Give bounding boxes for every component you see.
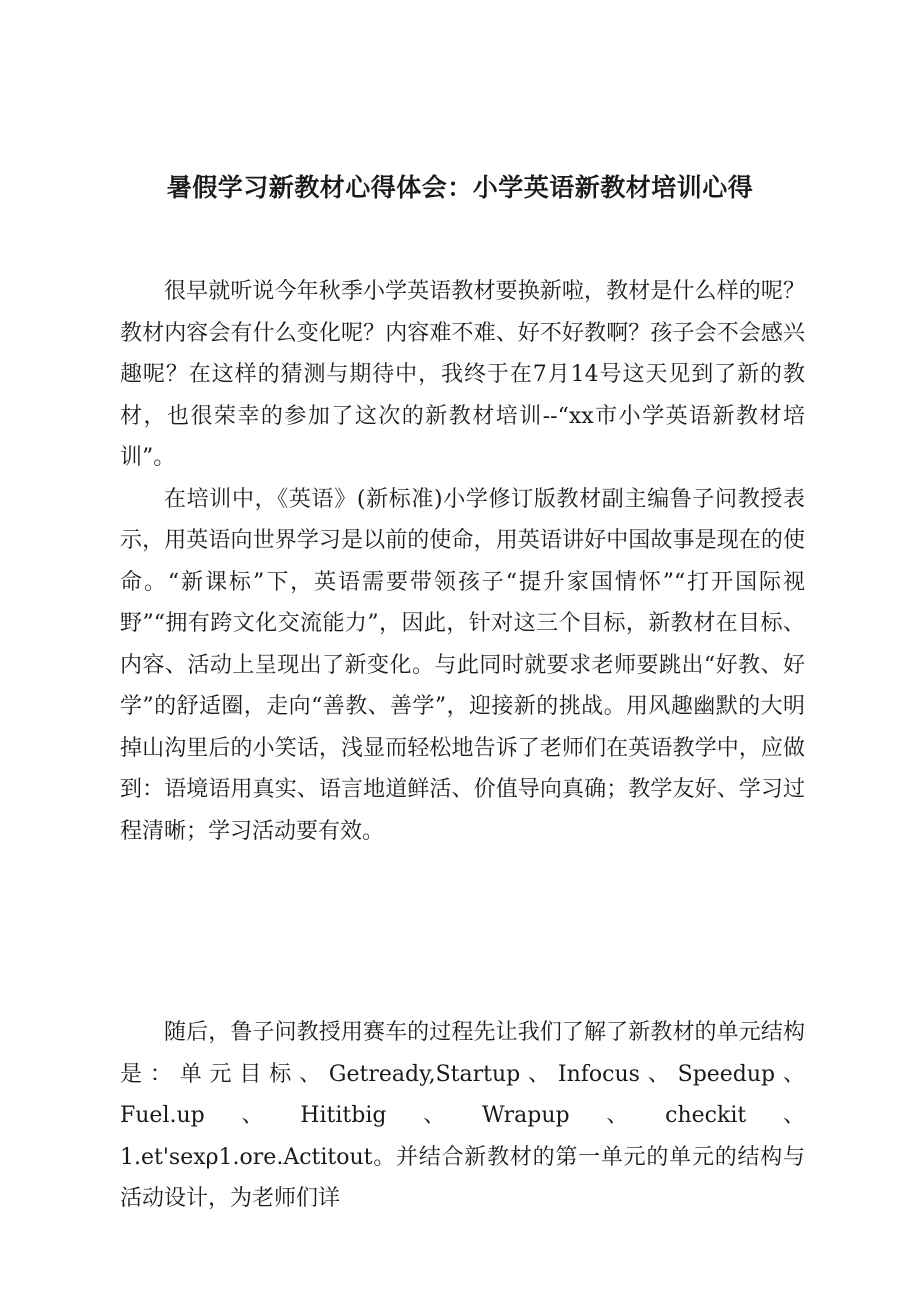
document-title: 暑假学习新教材心得体会：小学英语新教材培训心得 (166, 173, 754, 202)
paragraph-intro: 很早就听说今年秋季小学英语教材要换新啦，教材是什么样的呢？教材内容会有什么变化呢？内容难不难、好不好教啊？孩子会不会感兴趣呢？在这样的猜测与期待中，我终于在7月14号这天见到了新的教材，也很荣幸的参加了这次的新教材培训--“xx市小学英语新教材培训”。 (120, 279, 805, 470)
body-text-lower (120, 1012, 805, 1220)
paragraph-training: 在培训中，《英语》(新标准)小学修订版教材副主编鲁子问教授表示，用英语向世界学习是以前的使命，用英语讲好中国故事是现在的使命。“新课标”下，英语需要带领孩子“提升家国情怀”“打开国际视野”“拥有跨文化交流能力”，因此，针对这三个目标，新教材在目标、内容、活动上呈现出了新变化。与此同时就要求老师要跳出“好教、好学”的舒适圈，走向“善教、善学”，迎接新的挑战。用风趣幽默的大明掉山沟里后的小笑话，浅显而轻松地告诉了老师们在英语教学中，应做到：语境语用真实、语言地道鲜活、价值导向真确；教学友好、学习过程清晰；学习活动要有效。 (120, 486, 805, 844)
paragraph-unit-structure: 随后，鲁子问教授用赛车的过程先让我们了解了新教材的单元结构是：单元目标、Getready,Startup、Infocus、Speedup、Fuel.up、Hititbig、Wrapup、checkit、1.et'sexρ1.ore.Actitout。并结合新教材的第一单元的单元的结构与活动设计，为老师们详 (120, 1020, 805, 1211)
body-text-upper (120, 271, 805, 852)
